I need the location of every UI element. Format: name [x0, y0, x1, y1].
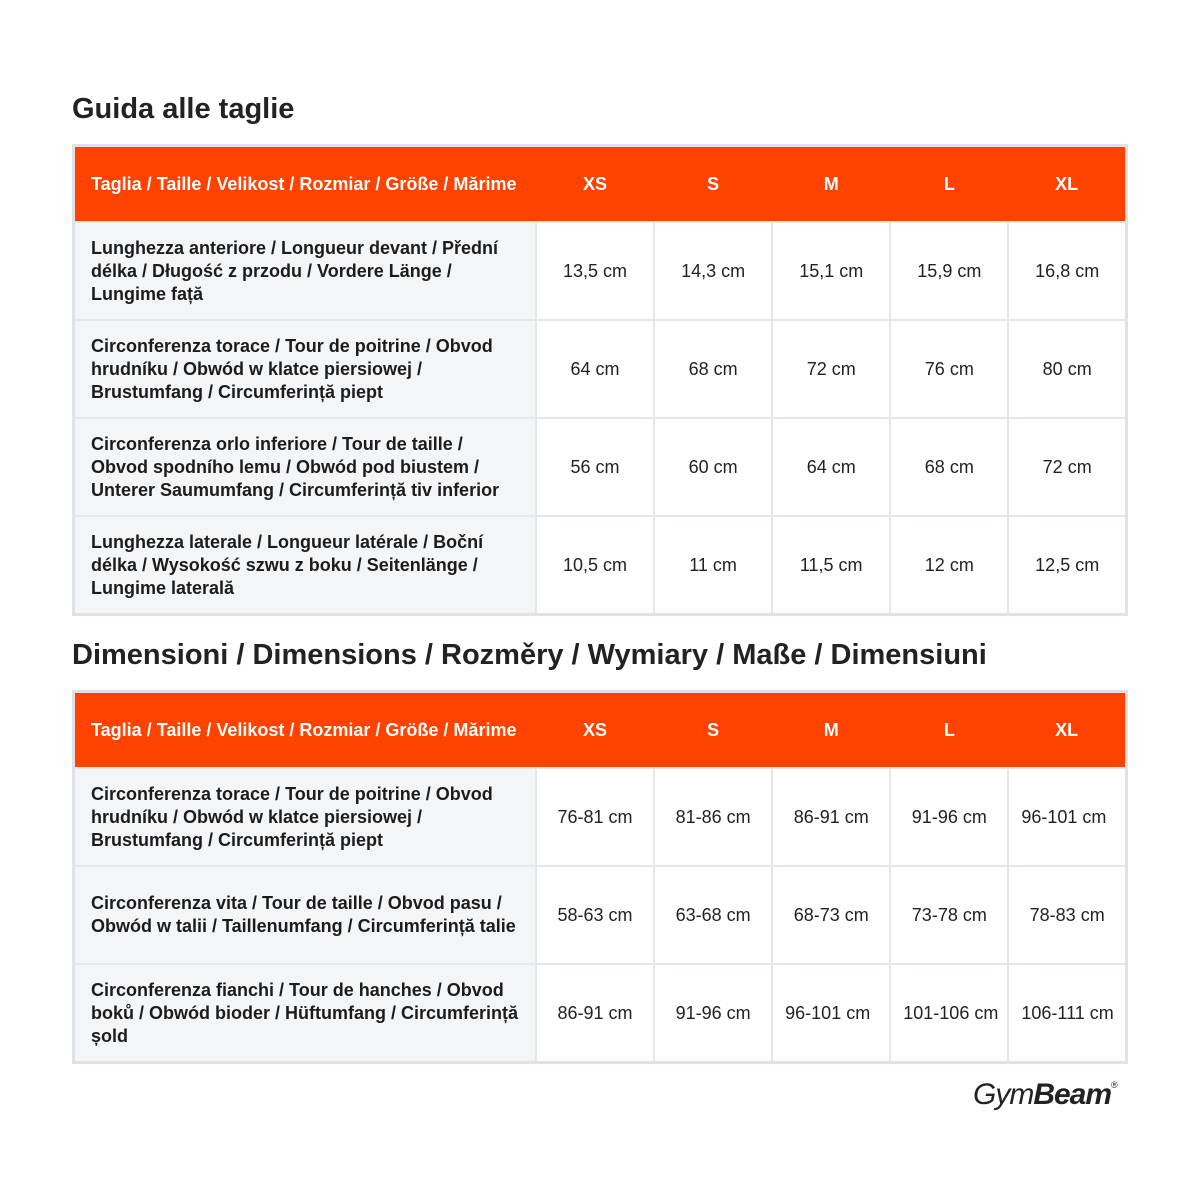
table-cell: 68 cm: [654, 320, 772, 418]
table-cell: 58-63 cm: [536, 866, 654, 964]
table-cell: 80 cm: [1008, 320, 1126, 418]
table-cell: 96-101 cm: [772, 964, 890, 1063]
gymbeam-logo: [973, 1078, 1118, 1112]
table-header-row: [74, 692, 1127, 769]
table-cell: 11 cm: [654, 516, 772, 615]
table-cell: 12,5 cm: [1008, 516, 1126, 615]
table-cell: 86-91 cm: [536, 964, 654, 1063]
table-header-row: [74, 146, 1127, 223]
header-size-xs: XS: [536, 146, 654, 223]
table-row: [74, 866, 1127, 964]
table-cell: 68-73 cm: [772, 866, 890, 964]
header-size-s: S: [654, 692, 772, 769]
registered-mark: ®: [1111, 1080, 1118, 1090]
dimensions-title: Dimensioni / Dimensions / Rozměry / Wymiary / Maße / Dimensiuni: [72, 639, 987, 671]
header-size-m: M: [772, 146, 890, 223]
header-size-s: S: [654, 146, 772, 223]
table-cell: 76-81 cm: [536, 768, 654, 866]
table-cell: 78-83 cm: [1008, 866, 1126, 964]
table-cell: 91-96 cm: [890, 768, 1008, 866]
header-size-l: L: [890, 146, 1008, 223]
row-label: Lunghezza laterale / Longueur latérale / Boční délka / Wysokość szwu z boku / Seitenlänge / Lungime laterală: [74, 516, 536, 615]
table-cell: 64 cm: [772, 418, 890, 516]
table-cell: 56 cm: [536, 418, 654, 516]
header-size-m: M: [772, 692, 890, 769]
header-size-xl: XL: [1008, 692, 1126, 769]
logo-gym-text: Gym: [973, 1078, 1034, 1111]
size-guide-title: Guida alle taglie: [72, 93, 295, 125]
row-label: Circonferenza torace / Tour de poitrine / Obvod hrudníku / Obwód w klatce piersiowej / Brustumfang / Circumferință piept: [74, 768, 536, 866]
table-cell: 68 cm: [890, 418, 1008, 516]
table-cell: 16,8 cm: [1008, 222, 1126, 320]
table-cell: 12 cm: [890, 516, 1008, 615]
table-cell: 11,5 cm: [772, 516, 890, 615]
table-cell: 60 cm: [654, 418, 772, 516]
table-row: [74, 516, 1127, 615]
table-cell: 91-96 cm: [654, 964, 772, 1063]
table-cell: 101-106 cm: [890, 964, 1008, 1063]
table-cell: 72 cm: [1008, 418, 1126, 516]
table-cell: 81-86 cm: [654, 768, 772, 866]
row-label: Circonferenza fianchi / Tour de hanches / Obvod boků / Obwód bioder / Hüftumfang / Circumferință șold: [74, 964, 536, 1063]
table-cell: 15,1 cm: [772, 222, 890, 320]
table-cell: 72 cm: [772, 320, 890, 418]
table-cell: 73-78 cm: [890, 866, 1008, 964]
table-row: [74, 418, 1127, 516]
table-cell: 63-68 cm: [654, 866, 772, 964]
table-row: [74, 964, 1127, 1063]
table-cell: 14,3 cm: [654, 222, 772, 320]
header-size-label: Taglia / Taille / Velikost / Rozmiar / Größe / Mărime: [74, 146, 536, 223]
row-label: Lunghezza anteriore / Longueur devant / Přední délka / Długość z przodu / Vordere Länge / Lungime față: [74, 222, 536, 320]
header-size-xs: XS: [536, 692, 654, 769]
table-cell: 10,5 cm: [536, 516, 654, 615]
table-cell: 76 cm: [890, 320, 1008, 418]
header-size-xl: XL: [1008, 146, 1126, 223]
row-label: Circonferenza orlo inferiore / Tour de taille / Obvod spodního lemu / Obwód pod biustem / Unterer Saumumfang / Circumferință tiv inferior: [74, 418, 536, 516]
table-cell: 96-101 cm: [1008, 768, 1126, 866]
table-cell: 106-111 cm: [1008, 964, 1126, 1063]
logo-beam-text: Beam: [1033, 1078, 1112, 1111]
row-label: Circonferenza vita / Tour de taille / Obvod pasu / Obwód w talii / Taillenumfang / Circumferință talie: [74, 866, 536, 964]
header-size-l: L: [890, 692, 1008, 769]
header-size-label: Taglia / Taille / Velikost / Rozmiar / Größe / Mărime: [74, 692, 536, 769]
table-cell: 13,5 cm: [536, 222, 654, 320]
table-row: [74, 768, 1127, 866]
dimensions-table: [72, 690, 1128, 1064]
table-row: [74, 320, 1127, 418]
table-cell: 15,9 cm: [890, 222, 1008, 320]
row-label: Circonferenza torace / Tour de poitrine / Obvod hrudníku / Obwód w klatce piersiowej / Brustumfang / Circumferință piept: [74, 320, 536, 418]
table-cell: 86-91 cm: [772, 768, 890, 866]
table-row: [74, 222, 1127, 320]
table-cell: 64 cm: [536, 320, 654, 418]
size-guide-table: [72, 144, 1128, 616]
